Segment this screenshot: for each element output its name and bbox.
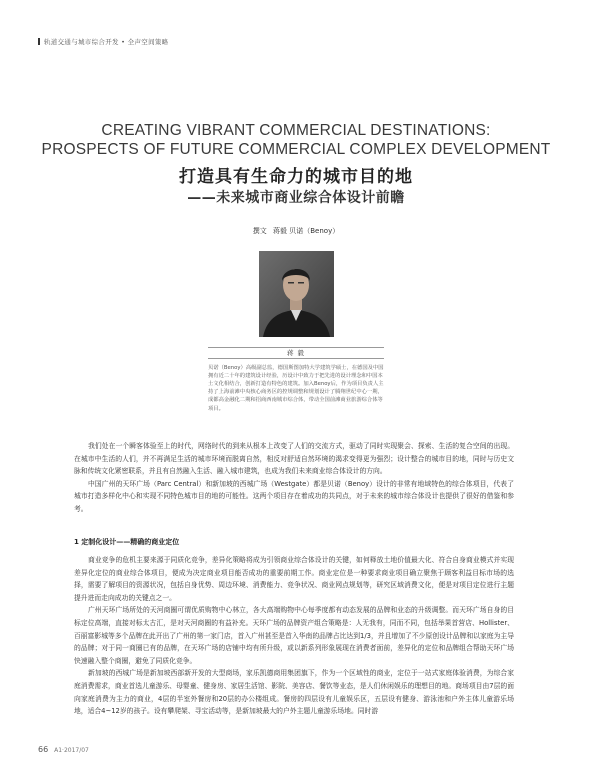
byline bbox=[0, 226, 592, 236]
issue-label: A1·2017/07 bbox=[54, 747, 89, 754]
author-caption bbox=[208, 347, 384, 413]
caption-text: 贝诺（Benoy）高级副总监，德国斯图加特大学建筑学硕士，在德国及中国拥有近二十年的建筑设计经验，历设计中致力于把先进的设计理念和中国本土文化相结合，创新打造有特色的建筑。加入Benoy后，作为项目负责人主持了上海前滩中央核心商务区的控规调整和规划设计了腾翔世纪中心一期，成都高金融化二期和招商西南城市综合体，带动全国前滩商业旅游综合体等项目。 bbox=[208, 365, 384, 412]
intro-paragraph: 中国广州的天环广场（Parc Central）和新加坡的西城广场（Westgate）都是贝诺（Benoy）设计的非常有地域特色的综合体项目，代表了城市打造多样化中心和实现不同特色城市目的地的可能性。这两个项目存在着成功的共同点，对于未来的城市综合体设计也提供了很好的借鉴和参考。 bbox=[74, 479, 514, 513]
chinese-subtitle: ——未来城市商业综合体设计前瞻 bbox=[187, 190, 405, 206]
section-paragraph: 新加坡的西城广场是新加坡西部新开发的大型商场，家乐凯德商用集团旗下，作为一个区域性的商业，定位于一站式家庭体验消费，为综合家庭消费需求，商业首选儿童游乐、母婴童、健身房、家居生活馆、影院、美容店、餐饮等业态，是人们休闲娱乐的理想目的地。商场项目由7层的面向家庭消费为主力的商业，4层的半室外餐房和20层的办公楼组成。餐房的四层设有儿童娱乐区，五层设有健身、游泳池和户外主体儿童游乐场地，适合4~12岁的孩子。设有攀爬架、寻宝活动等，是新加坡最大的户外主题儿童游乐场地。同时游 bbox=[74, 669, 514, 716]
section-paragraph: 商业竞争的危机主要来源于同质化竞争，差异化策略将成为引领商业综合体设计的关键，如何释放土地价值最大化、符合自身商业模式并实现差异化定位的商业综合体项目，便成为决定商业项目能否成功的重要前期工作。商业定位是一种要求商业项目确立聚焦于顾客利益目标市场的选择，需要了解项目的资源状况，包括自身优势、周边环境、消费能力、竞争状况、商业网点规划等，研究区域消费文化，便是对项目定位进行主题提升进而走向成功的关键点之一。 bbox=[74, 556, 514, 602]
section-body bbox=[74, 554, 514, 718]
byline-role: 撰文 bbox=[252, 227, 267, 235]
byline-author: 蒋毅 贝诺（Benoy） bbox=[273, 227, 340, 235]
english-title-line-2: PROSPECTS OF FUTURE COMMERCIAL COMPLEX DEVELOPMENT bbox=[41, 141, 551, 158]
page-footer bbox=[38, 745, 89, 754]
running-title: 轨道交通与城市综合开发 • 全声空间策略 bbox=[44, 38, 169, 46]
page-number: 66 bbox=[38, 745, 49, 754]
intro-section bbox=[74, 440, 514, 516]
header-bar bbox=[38, 38, 40, 45]
section-paragraph: 广州天环广场所处的天河商圈可谓优质购物中心林立，各大高端购物中心每季度都有动态发展的品牌和业态的升级调整。而天环广场自身的目标定位高端，直接对标太古汇，是对天河商圈的有益补充。天环广场的品牌资产组合策略是：人无我有，同而不同，包括举果首营店、Hollister、百丽富影城等多个品牌在此开出了广州的第一家门店，首入广州甚至是首入华南的品牌占比达到1/3，并且增加了不少原创设计品牌和以家庭为主导的品牌；对于同一商圈已有的品牌，在天环广场的店铺中均有所升级，或以新系列形象展现在消费者面前，差异化的定位和品牌组合帮助天环广场快速融入整个商圈，避免了同质化竞争。 bbox=[74, 606, 514, 665]
running-header bbox=[38, 37, 168, 46]
caption-title: 蒋 毅 bbox=[208, 347, 384, 359]
author-portrait bbox=[259, 251, 334, 337]
portrait-image bbox=[259, 251, 334, 337]
intro-paragraph: 我们处在一个瞬客体验至上的时代，网络时代的到来从根本上改变了人们的交流方式，驱动了同时实现聚会、探索、生活的复合空间的出现。在城市中生活的人们，并不再满足生活的城市环境而脱离自然，相反对舒适自然环境的渴求变得更为强烈；设计整合的城市目的地，同时与历史文脉和传统文化紧密联系，并且有自然融入生活、融入城市建筑，也成为我们未来商业综合体设计的方向。 bbox=[74, 442, 514, 476]
section-heading: 1 定制化设计——精确的商业定位 bbox=[74, 538, 180, 546]
english-title-line-1: CREATING VIBRANT COMMERCIAL DESTINATIONS: bbox=[101, 122, 491, 139]
chinese-title: 打造具有生命力的城市目的地 bbox=[179, 167, 413, 187]
